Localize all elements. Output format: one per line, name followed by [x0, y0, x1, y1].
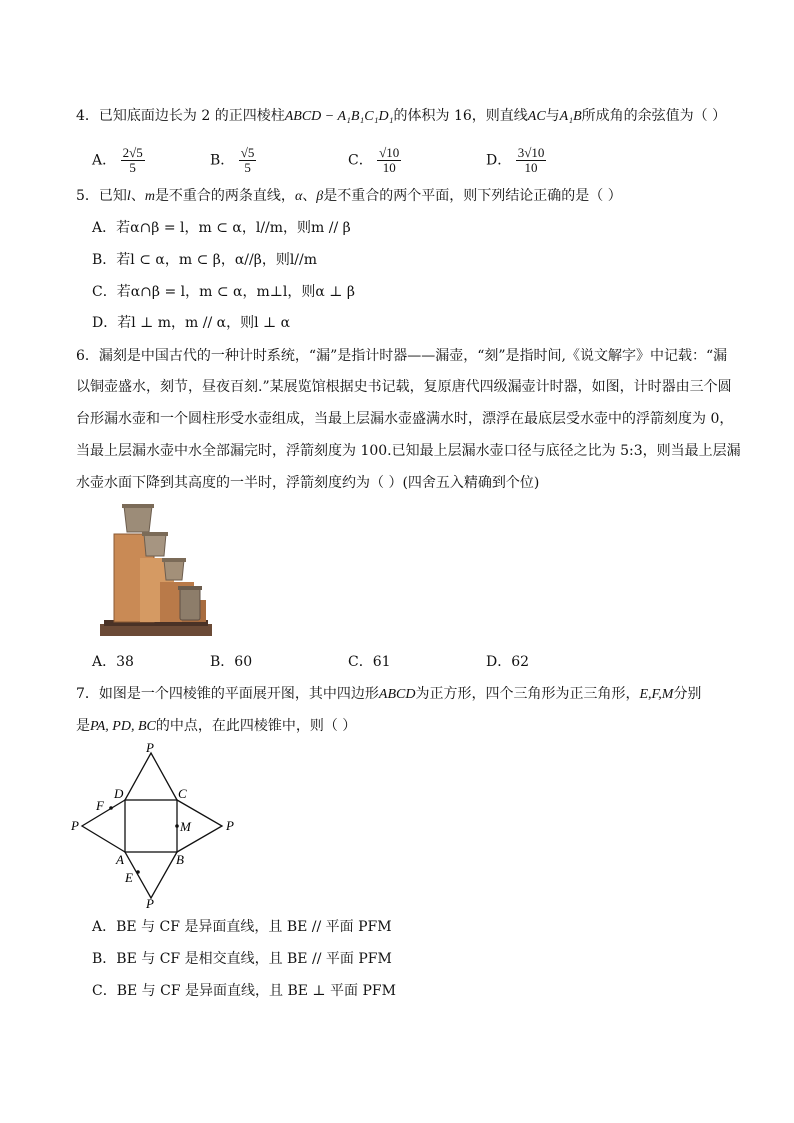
water-clock-image	[100, 500, 212, 640]
label-p-bottom: P	[146, 896, 154, 910]
q5-option-b: B．若l ⊂ α，m ⊂ β，α//β，则l//m	[92, 252, 318, 268]
q6-line-3: 台形漏水壶和一个圆柱形受水壶组成，当最上层漏水壶盛满水时，漂浮在最底层受水壶中的浮箭刻度为 0，	[76, 411, 734, 427]
prism-name: ABCD − A₁B₁C₁D₁	[284, 109, 394, 124]
q6-option-d: D．62	[486, 654, 530, 670]
q6-line-4: 当最上层漏水壶中水全部漏完时，浮箭刻度为 100.已知最上层漏水壶口径与底径之比为 5:3，则当最上层漏	[76, 443, 741, 459]
q4-option-a: A． $\frac{2√5}{5}$	[92, 145, 143, 175]
q5-option-c: C．若α∩β = l，m ⊂ α，m⊥l，则α ⊥ β	[92, 284, 355, 300]
q4-option-c: C． $\frac{√10}{10}$	[348, 145, 400, 175]
label-p-right: P	[226, 818, 234, 833]
label-c: C	[178, 786, 187, 801]
q6-option-a: A．38	[92, 654, 134, 670]
q7-option-a: A．BE 与 CF 是异面直线，且 BE // 平面 PFM	[92, 919, 392, 935]
q4-stem: 4．已知底面边长为 2 的正四棱柱ABCD − A₁B₁C₁D₁的体积为 16，则直线AC与A₁B所成角的余弦值为（ ）	[76, 108, 727, 124]
label-f: F	[96, 798, 104, 813]
q5-option-a: A．若α∩β = l，m ⊂ α，l//m，则m // β	[92, 220, 351, 236]
point-f	[109, 806, 113, 810]
q4-option-d-fraction: $\frac{3√10}{10}$	[517, 145, 545, 175]
label-m: M	[180, 819, 191, 834]
label-p-left: P	[71, 818, 79, 833]
triangle-top	[125, 753, 177, 800]
line-ac: AC	[527, 109, 546, 124]
q6-option-c: C．61	[348, 654, 391, 670]
q6-line-2: 以铜壶盛水，刻节，昼夜百刻.”某展览馆根据史书记载，复原唐代四级漏壶计时器，如图，计时器由三个圆	[76, 379, 732, 395]
square-abcd	[125, 800, 177, 852]
q7-line-2: 是PA, PD, BC的中点，在此四棱锥中，则（ ）	[76, 718, 357, 734]
label-b: B	[176, 852, 184, 867]
point-e	[136, 870, 140, 874]
point-m	[175, 824, 179, 828]
q6-line-5: 水壶水面下降到其高度的一半时，浮箭刻度约为（ ）(四舍五入精确到个位)	[76, 475, 540, 491]
q7-line-1: 7．如图是一个四棱锥的平面展开图，其中四边形ABCD为正方形，四个三角形为正三角形，E,F,M分别	[76, 686, 702, 702]
q5-stem: 5．已知l、m是不重合的两条直线，α、β是不重合的两个平面，则下列结论正确的是（ ）	[76, 188, 622, 204]
q4-option-c-fraction: $\frac{√10}{10}$	[379, 145, 400, 175]
label-e: E	[125, 870, 133, 885]
q4-option-d: D． $\frac{3√10}{10}$	[486, 145, 545, 175]
q7-option-b: B．BE 与 CF 是相交直线，且 BE // 平面 PFM	[92, 951, 392, 967]
label-p-top: P	[146, 740, 154, 755]
q4-option-b-fraction: $\frac{√5}{5}$	[240, 145, 255, 175]
line-a1b: A₁B	[559, 109, 582, 124]
q4-option-b: B． $\frac{√5}{5}$	[210, 145, 255, 175]
q4-option-a-fraction: $\frac{2√5}{5}$	[122, 145, 143, 175]
q5-option-d: D．若l ⊥ m，m // α，则l ⊥ α	[92, 315, 291, 331]
q6-option-b: B．60	[210, 654, 253, 670]
q6-line-1: 6．漏刻是中国古代的一种计时系统，“漏”是指计时器——漏壶，“刻”是指时间,《说文解字》中记载：“漏	[76, 348, 728, 364]
q7-option-c: C．BE 与 CF 是异面直线，且 BE ⊥ 平面 PFM	[92, 983, 396, 999]
pyramid-net-diagram	[70, 740, 240, 910]
label-a: A	[116, 852, 124, 867]
label-d: D	[114, 786, 124, 801]
